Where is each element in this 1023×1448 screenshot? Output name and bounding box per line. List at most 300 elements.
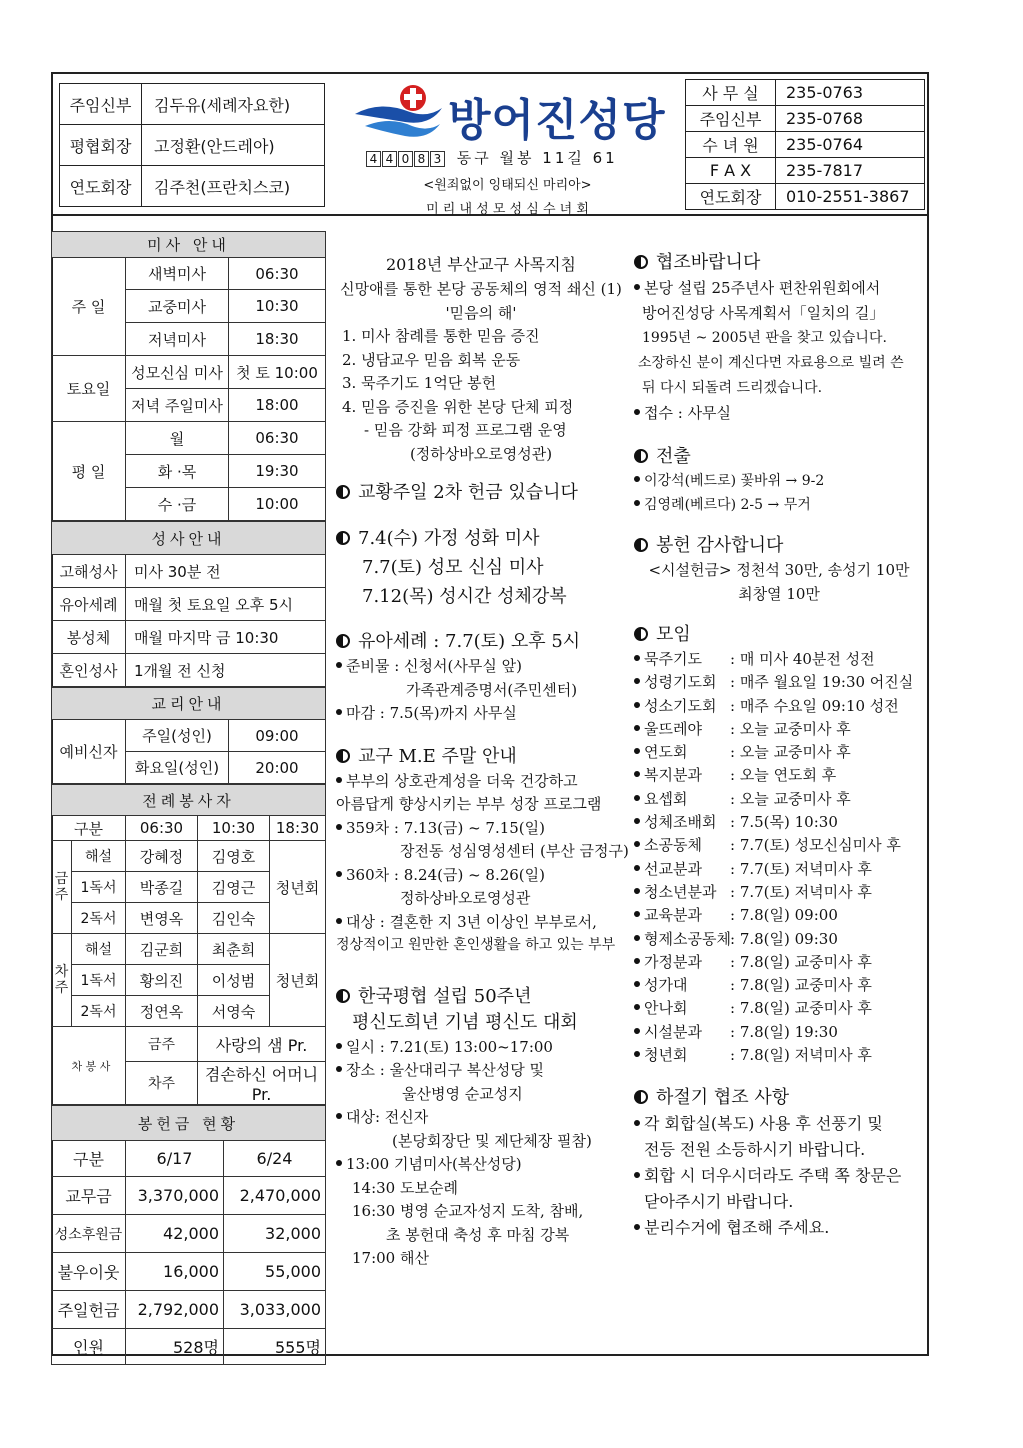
offering-name: 성소후원금 [52,1215,126,1253]
meeting-item [634,718,924,741]
mass-name: 월 [126,422,229,455]
me-line: 장전동 성심영성센터 (부산 금정구) [400,842,629,860]
offering-name: 불우이웃 [52,1253,126,1291]
transfer-heading [634,444,924,470]
council-text: 일시 : 7.21(토) 13:00~17:00 [346,1037,553,1056]
meeting-item [634,997,924,1020]
server-name: 김군희 [126,934,198,965]
meeting-item [634,834,924,857]
bullet-icon [634,655,640,661]
this-week-label: 금주 [52,841,72,934]
baptism-item [336,655,626,679]
meeting-name: 연도회 [644,743,688,762]
meeting-name: 안나회 [644,999,688,1018]
meeting-item [634,928,924,951]
bullet-icon [336,709,342,715]
offering-value: 528명 [126,1329,224,1365]
summer-heading [634,1085,924,1111]
sacrament-value: 미사 30분 전 [126,555,326,588]
sacrament-name: 유아세례 [52,588,126,621]
phone-label: 사 무 실 [686,80,776,106]
catechumen-time: 09:00 [229,720,326,752]
postal-digit: 4 [366,151,381,167]
bullet-icon [634,500,640,506]
server-evening: 청년회 [270,841,326,934]
event: 7.4(수) 가정 성화 미사 [358,528,540,549]
council-heading [336,984,626,1010]
mass-time: 첫 토 10:00 [229,356,326,389]
server-role: 1독서 [72,872,126,903]
bullet-icon [634,911,640,917]
half-circle-icon [634,255,648,269]
baptism-heading [336,629,626,655]
postal-digit: 3 [430,151,445,167]
half-circle-icon [336,989,350,1003]
meeting-when: : 7.7(토) 저녁미사 후 [730,859,872,878]
bullet-icon [634,981,640,987]
middle-column [336,252,629,1271]
offering-name: 주일헌금 [52,1291,126,1329]
council-line [336,1153,626,1177]
server-name: 강혜정 [126,841,198,872]
mass-time: 10:30 [229,290,326,323]
weekday-label: 평 일 [52,422,126,521]
mass-table [51,231,326,521]
summer-text: 각 회합실(복도) 사용 후 선풍기 및 [644,1114,883,1134]
servers-head: 18:30 [270,816,326,841]
bullet-icon [634,702,640,708]
sacrament-title: 성사안내 [52,522,326,555]
council-text: 대상: 전신자 [346,1108,429,1126]
mass-name: 성모신심 미사 [126,356,229,389]
half-circle-icon [336,749,350,763]
mass-time: 10:00 [229,488,326,521]
server-name: 김인숙 [198,903,270,934]
convent-line2: 미 리 내 성 모 성 심 수 녀 회 [426,202,589,217]
offering-name: 교무금 [52,1177,126,1215]
meeting-item [634,648,924,671]
servers-head: 구분 [52,816,126,841]
meeting-item [634,951,924,974]
phone-table [685,79,925,210]
sacrament-table [51,521,326,687]
bullet-icon [336,918,342,924]
meeting-when: : 매주 수요일 09:10 성전 [730,696,899,715]
sacrament-value: 매월 첫 토요일 오후 5시 [126,588,326,621]
tea-label-spacer [52,1027,72,1105]
meeting-name: 교육분과 [644,906,702,925]
meeting-name: 형제소공동체 [644,929,731,948]
server-role: 해설 [72,841,126,872]
event: 7.7(토) 성모 신심 미사 [362,557,544,578]
offering-title: 봉헌금 현황 [52,1106,326,1141]
pastoral-item: 3. 묵주기도 1억단 봉헌 [342,374,497,392]
offering-value: 3,370,000 [126,1177,224,1215]
offering-value: 42,000 [126,1215,224,1253]
transfer-line [634,494,924,518]
pastoral-item: (정하상바오로영성관) [409,444,553,463]
bullet-icon [336,1160,342,1166]
tea-week: 차주 [126,1062,198,1105]
next-week-label: 차주 [52,934,72,1027]
postal-digit: 4 [382,151,397,167]
bullet-icon [336,1066,342,1072]
saturday-label: 토요일 [52,356,126,422]
me-text: 부부의 상호관계성을 더욱 건강하고 [346,771,578,790]
council-line [336,1036,626,1060]
meeting-item [634,764,924,787]
transfer-line [634,470,924,494]
server-name: 서영숙 [198,996,270,1027]
bullet-icon [634,935,640,941]
meeting-name: 요셉회 [644,789,688,808]
mass-name: 저녁미사 [126,323,229,356]
bullet-icon [634,1224,640,1230]
staff-role: 주임신부 [60,84,142,125]
right-column [634,250,924,1241]
meeting-name: 복지분과 [644,766,702,785]
bullet-icon [634,1028,640,1034]
summer-text: 회합 시 더우시더라도 주택 쪽 창문은 [644,1166,902,1186]
server-name: 변영옥 [126,903,198,934]
half-circle-icon [634,627,648,641]
me-line [336,911,626,935]
half-circle-icon [634,449,648,463]
offering-value: 32,000 [224,1215,326,1253]
meeting-name: 성체조배회 [644,813,717,832]
meeting-name: 소공동체 [644,836,702,855]
baptism-title: 유아세례 : 7.7(토) 오후 5시 [358,631,581,652]
bullet-icon [336,1043,342,1049]
mass-time: 06:30 [229,258,326,290]
mass-time: 06:30 [229,422,326,455]
summer-text: 분리수거에 협조해 주세요. [644,1218,830,1238]
half-circle-icon [336,634,350,648]
summer-title: 하절기 협조 사항 [656,1087,790,1109]
bullet-icon [634,409,640,415]
bullet-icon [634,958,640,964]
server-role: 2독서 [72,903,126,934]
offering-value: 2,792,000 [126,1291,224,1329]
council-line: 14:30 도보순례 [352,1178,458,1197]
server-name: 황의진 [126,965,198,996]
server-name: 최춘희 [198,934,270,965]
meeting-name: 청소년분과 [644,882,717,901]
church-name: 방어진성당 [448,95,666,146]
sacrament-name: 고해성사 [52,555,126,588]
doctrine-table [51,687,326,784]
servers-title: 전례봉사자 [52,785,326,816]
server-name: 이성범 [198,965,270,996]
staff-role: 평협회장 [60,125,142,166]
mass-name: 교중미사 [126,290,229,323]
half-circle-icon [336,531,350,545]
summer-line: 닫아주시기 바랍니다. [644,1192,794,1212]
staff-name: 김주천(프란치스코) [142,166,325,207]
convent-line1: <원죄없이 잉태되신 마리아> [423,178,592,193]
servers-table [51,784,326,1105]
coop-title: 협조바랍니다 [656,252,761,273]
bullet-icon [634,476,640,482]
sunday-label: 주 일 [52,258,126,356]
bullet-icon [634,725,640,731]
me-line: 정하상바오로영성관 [400,889,531,907]
meeting-when: : 오늘 교중미사 후 [730,789,851,808]
council-line: (본당회장단 및 제단체장 필참) [392,1131,592,1150]
server-name: 김영근 [198,872,270,903]
phone-label: 연도회장 [686,184,776,210]
bullet-icon [336,824,342,830]
server-name: 정연옥 [126,996,198,1027]
sacrament-name: 봉성체 [52,621,126,654]
meeting-item [634,1021,924,1044]
meeting-name: 가정분과 [644,952,702,971]
offering-value: 555명 [224,1329,326,1365]
address: 동구 월봉 11길 61 [456,149,618,167]
phone-label: 수 녀 원 [686,132,776,158]
baptism-text: 마감 : 7.5(목)까지 사무실 [346,704,517,722]
bullet-icon [634,284,640,290]
bullet-icon [336,662,342,668]
thanks-line: 최창열 10만 [738,584,820,603]
coop-text: 접수 : 사무실 [644,404,732,422]
meeting-item [634,741,924,764]
council-line [336,1059,626,1083]
bullet-icon [336,871,342,877]
meeting-when: : 매주 월요일 19:30 어진실 [730,673,914,692]
postal-digit: 8 [414,151,429,167]
tea-week: 금주 [126,1027,198,1062]
phone-number: 235-0764 [776,132,925,158]
thanks-line: <시설헌금> 정천석 30만, 송성기 10만 [648,561,910,579]
meeting-when: : 7.8(일) 교중미사 후 [730,976,872,995]
me-text: 360차 : 8.24(금) ~ 8.26(일) [346,865,546,884]
pastoral-item: 2. 냉담교우 믿음 회복 운동 [342,350,521,369]
bullet-icon [336,777,342,783]
mass-time: 18:30 [229,323,326,356]
server-name: 김영호 [198,841,270,872]
postal-digit: 0 [398,151,413,167]
phone-number: 235-0768 [776,106,925,132]
summer-line: 전등 전원 소등하시기 바랍니다. [644,1140,866,1160]
pastoral-item: 4. 믿음 증진을 위한 본당 단체 피정 [342,397,574,416]
meeting-item [634,1044,924,1067]
server-name: 박종길 [126,872,198,903]
bullet-icon [634,795,640,801]
half-circle-icon [336,485,350,499]
meeting-item [634,811,924,834]
bullet-icon [634,1004,640,1010]
transfer-title: 전출 [656,446,691,467]
bullet-icon [634,888,640,894]
council-line: 16:30 병영 순교자성지 도착, 참배, [352,1202,584,1220]
coop-line [634,276,924,301]
summer-line [634,1111,924,1137]
phone-number: 235-7817 [776,158,925,184]
event: 7.12(목) 성시간 성체강복 [362,586,567,607]
meeting-name: 묵주기도 [644,650,702,668]
council-line: 17:00 해산 [352,1249,429,1267]
meeting-item [634,695,924,718]
meeting-name: 성소기도회 [644,696,717,715]
sidebar [51,231,326,1365]
offering-head: 6/17 [126,1141,224,1177]
sacrament-name: 혼인성사 [52,654,126,687]
meeting-item [634,974,924,997]
summer-line [634,1215,924,1241]
offering-value: 3,033,000 [224,1291,326,1329]
staff-table [59,83,325,207]
pastoral-title: 2018년 부산교구 사목지침 [386,255,576,274]
meeting-when: : 7.8(일) 교중미사 후 [730,999,872,1018]
bullet-icon [634,818,640,824]
church-cross-wave-logo-icon [350,82,445,142]
council-text: 13:00 기념미사(복산성당) [346,1155,522,1173]
council-title: 평신도희년 기념 평신도 대회 [352,1011,578,1033]
offering-table [51,1105,326,1365]
offering-name: 인원 [52,1329,126,1365]
mass-name: 화 ·목 [126,455,229,488]
council-title: 한국평협 설립 50주년 [358,985,532,1007]
server-role: 2독서 [72,996,126,1027]
mass-time: 18:00 [229,389,326,422]
catechumen-time: 20:00 [229,752,326,784]
mass-time: 19:30 [229,455,326,488]
meeting-when: : 7.8(일) 19:30 [730,1022,838,1041]
phone-number: 235-0763 [776,80,925,106]
coop-heading [634,250,924,276]
phone-label: 주임신부 [686,106,776,132]
coop-line: 뒤 다시 되돌려 드리겠습니다. [642,380,823,396]
council-line: 초 봉헌대 축성 후 마침 강복 [386,1225,570,1244]
mass-title: 미사 안내 [52,232,326,258]
thanks-heading [634,533,924,559]
meeting-title: 모임 [656,624,691,645]
baptism-item [336,702,626,726]
address-line [366,147,618,168]
catechumen-day: 주일(성인) [126,720,229,752]
me-line [336,770,626,794]
coop-line: 1995년 ~ 2005년 판을 찾고 있습니다. [642,330,887,346]
catechumen-day: 화요일(성인) [126,752,229,784]
server-evening: 청년회 [270,934,326,1027]
bullet-icon [634,1120,640,1126]
pastoral-sub: 신망애를 통한 본당 공동체의 영적 쇄신 (1) [340,280,622,298]
meeting-name: 성가대 [644,976,688,995]
tea-team: 겸손하신 어머니 Pr. [198,1062,326,1105]
offering-value: 16,000 [126,1253,224,1291]
meeting-when: : 7.7(토) 저녁미사 후 [730,882,872,901]
meeting-when: : 7.8(일) 교중미사 후 [730,952,872,971]
baptism-text: 준비물 : 신청서(사무실 앞) [346,657,522,675]
collection-notice: 교황주일 2차 헌금 있습니다 [358,482,578,503]
pastoral-sub: '믿음의 해' [445,303,517,322]
bullet-icon [634,1172,640,1178]
coop-line: 방어진성당 사목계획서「일치의 길」 [642,304,885,322]
pastoral-item: 1. 미사 참례를 통한 믿음 증진 [342,327,540,345]
mass-name: 새벽미사 [126,258,229,290]
meeting-when: : 7.8(일) 09:00 [730,906,838,925]
me-line [336,864,626,888]
me-title: 교구 M.E 주말 안내 [358,745,517,767]
meeting-list [634,648,924,1067]
pastoral-item: - 믿음 강화 피정 프로그램 운영 [364,421,567,439]
meeting-when: : 매 미사 40분전 성전 [730,650,875,668]
bullet-icon [634,748,640,754]
me-line [336,817,626,841]
offering-head: 6/24 [224,1141,326,1177]
staff-role: 연도회장 [60,166,142,207]
bullet-icon [634,771,640,777]
meeting-name: 선교분과 [644,859,702,878]
servers-head: 10:30 [198,816,270,841]
thanks-title: 봉헌 감사합니다 [656,535,784,556]
coop-line [634,401,924,426]
meeting-item [634,881,924,904]
me-line: 정상적이고 원만한 혼인생활을 하고 있는 부부 [336,937,616,953]
bullet-icon [634,865,640,871]
half-circle-icon [634,538,648,552]
meeting-name: 청년회 [644,1046,688,1065]
coop-text: 본당 설립 25주년사 편찬위원회에서 [644,279,881,297]
event-heading [336,524,626,553]
meeting-name: 성령기도회 [644,673,717,692]
coop-line: 소장하신 분이 계신다면 자료용으로 빌려 쓴 [638,355,904,371]
meeting-item [634,671,924,694]
meeting-when: : 7.8(일) 09:30 [730,929,838,948]
meeting-item [634,904,924,927]
me-text: 대상 : 결혼한 지 3년 이상인 부부로서, [346,912,597,931]
meeting-item [634,858,924,881]
mass-name: 수 ·금 [126,488,229,521]
me-line: 아름답게 향상시키는 부부 성장 프로그램 [336,795,602,813]
mass-name: 저녁 주일미사 [126,389,229,422]
phone-label: F A X [686,158,776,184]
church-logo [350,82,445,142]
doctrine-title: 교리안내 [52,688,326,720]
meeting-when: : 7.5(목) 10:30 [730,813,838,832]
server-role: 해설 [72,934,126,965]
council-text: 장소 : 울산대리구 복산성당 및 [346,1061,545,1079]
meeting-when: : 오늘 연도회 후 [730,766,837,785]
half-circle-icon [634,1090,648,1104]
council-line [336,1106,626,1130]
bullet-icon [336,1113,342,1119]
summer-line [634,1163,924,1189]
phone-number: 010-2551-3867 [776,184,925,210]
council-line: 울산병영 순교성지 [402,1084,523,1103]
meeting-when: : 오늘 교중미사 후 [730,719,851,738]
me-text: 359차 : 7.13(금) ~ 7.15(일) [346,818,546,837]
servers-head: 06:30 [126,816,198,841]
server-role: 1독서 [72,965,126,996]
meeting-when: : 7.8(일) 저녁미사 후 [730,1046,872,1065]
bullet-icon [634,841,640,847]
baptism-item: 가족관계증명서(주민센터) [406,680,578,699]
meeting-when: : 7.7(토) 성모신심미사 후 [730,836,901,855]
tea-team: 사랑의 샘 Pr. [198,1027,326,1062]
offering-head: 구분 [52,1141,126,1177]
bullet-icon [634,678,640,684]
transfer-text: 이강석(베드로) 꽃바위 → 9-2 [644,473,825,489]
staff-name: 김두유(세례자요한) [142,84,325,125]
transfer-text: 김영례(베르다) 2-5 → 무거 [644,496,811,513]
offering-value: 55,000 [224,1253,326,1291]
collection-notice-heading [336,480,626,506]
meeting-item [634,788,924,811]
sacrament-value: 매월 마지막 금 10:30 [126,621,326,654]
catechumen-label: 예비신자 [52,720,126,784]
